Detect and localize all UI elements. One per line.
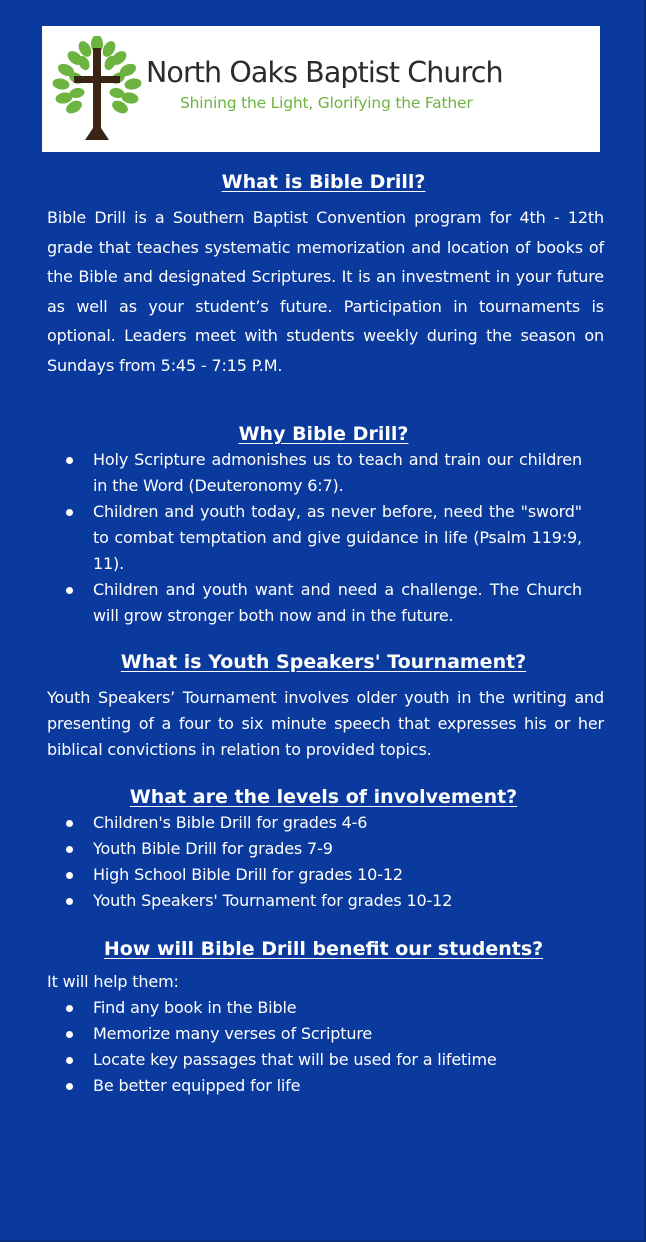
list-item-text: Children and youth today, as never before, need the "sword" to combat temptation and give guidance in life (Psalm 119:9, 11). — [93, 502, 582, 573]
bullet-icon — [66, 872, 73, 879]
list-item — [47, 499, 604, 577]
list-item — [47, 836, 604, 862]
list-item — [47, 1021, 604, 1047]
bullet-icon — [66, 457, 73, 464]
benefit-heading: How will Bible Drill benefit our students? — [103, 938, 544, 960]
levels-list — [47, 810, 604, 914]
list-item-text: Children and youth want and need a challenge. The Church will grow stronger both now and in the future. — [93, 580, 582, 625]
list-item-text: Memorize many verses of Scripture — [93, 1024, 373, 1043]
bullet-icon — [66, 820, 73, 827]
benefit-list — [47, 995, 604, 1099]
list-item-text: Locate key passages that will be used for a lifetime — [93, 1050, 497, 1069]
list-item — [47, 1073, 604, 1099]
list-item — [47, 862, 604, 888]
levels-heading: What are the levels of involvement? — [129, 786, 518, 808]
bullet-icon — [66, 846, 73, 853]
benefit-intro: It will help them: — [47, 972, 179, 991]
list-item-text: Youth Bible Drill for grades 7-9 — [93, 839, 333, 858]
bullet-icon — [66, 1057, 73, 1064]
what-is-bible-drill-text: Bible Drill is a Southern Baptist Convention program for 4th - 12th grade that teaches systematic memorization and location of books of the Bible and designated Scriptures. It is an investment in your future as well as your student’s future. Participation in tournaments is optional. Leaders meet with students weekly during the season on Sundays from 5:45 - 7:15 P.M. — [47, 208, 604, 375]
what-is-bible-drill-heading: What is Bible Drill? — [221, 171, 426, 193]
bullet-icon — [66, 587, 73, 594]
list-item — [47, 995, 604, 1021]
church-tagline: Shining the Light, Glorifying the Father — [180, 94, 473, 112]
bullet-icon — [66, 898, 73, 905]
list-item — [47, 810, 604, 836]
bullet-icon — [66, 1083, 73, 1090]
list-item-text: High School Bible Drill for grades 10-12 — [93, 865, 403, 884]
list-item — [47, 1047, 604, 1073]
bullet-icon — [66, 1031, 73, 1038]
why-bible-drill-heading: Why Bible Drill? — [238, 423, 409, 445]
tree-cross-icon — [52, 36, 142, 142]
list-item-text: Youth Speakers' Tournament for grades 10-12 — [93, 891, 453, 910]
why-bible-drill-list — [47, 447, 604, 629]
list-item-text: Be better equipped for life — [93, 1076, 301, 1095]
church-name: North Oaks Baptist Church — [146, 56, 503, 89]
list-item — [47, 888, 604, 914]
bullet-icon — [66, 1005, 73, 1012]
list-item — [47, 447, 604, 499]
youth-speakers-text: Youth Speakers’ Tournament involves older youth in the writing and presenting of a four to six minute speech that expresses his or her biblical convictions in relation to provided topics. — [47, 688, 604, 759]
bullet-icon — [66, 509, 73, 516]
youth-speakers-heading: What is Youth Speakers' Tournament? — [120, 651, 527, 673]
church-header — [42, 26, 600, 152]
list-item-text: Children's Bible Drill for grades 4-6 — [93, 813, 368, 832]
list-item — [47, 577, 604, 629]
list-item-text: Find any book in the Bible — [93, 998, 297, 1017]
list-item-text: Holy Scripture admonishes us to teach and train our children in the Word (Deuteronomy 6:7). — [93, 450, 582, 495]
